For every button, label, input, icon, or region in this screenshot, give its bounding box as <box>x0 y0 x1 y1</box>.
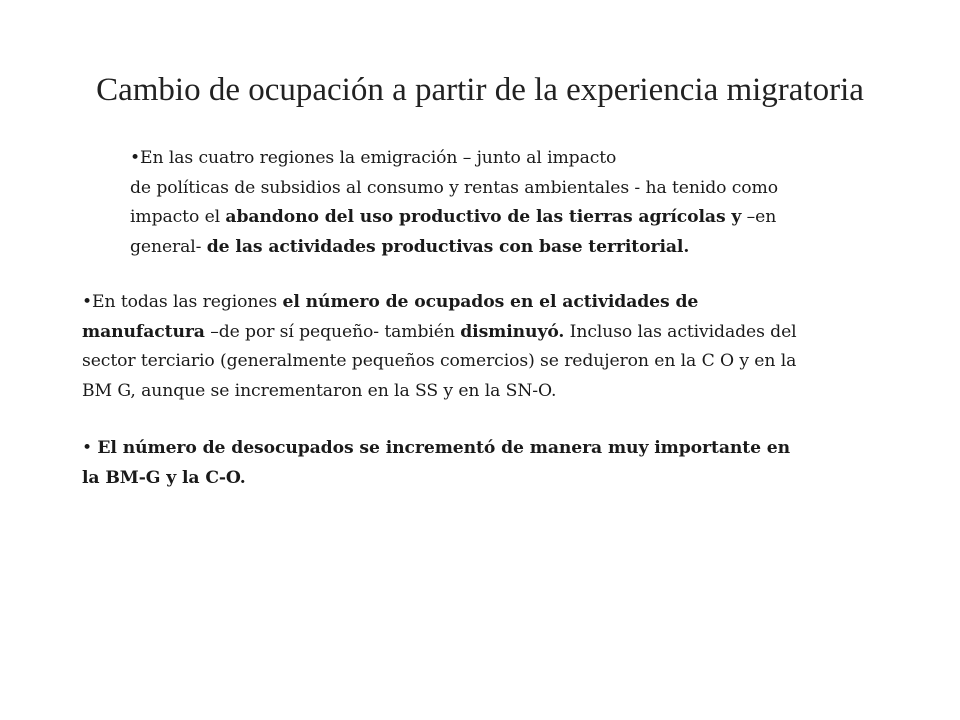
text-segment: –en <box>741 207 777 227</box>
text-line <box>82 318 852 348</box>
bold-text-segment: el número de ocupados en el actividades de <box>282 292 699 312</box>
bold-text-segment: abandono del uso productivo de las tierras agrícolas y <box>225 207 742 227</box>
text-line: sector terciario (generalmente pequeños comercios) se redujeron en la C O y en la <box>82 351 797 371</box>
bullet-paragraph-emigration <box>130 144 830 262</box>
text-segment: •En todas las regiones <box>82 292 283 312</box>
bold-text-segment: manufactura <box>82 321 205 342</box>
text-line: la BM-G y la C-O. <box>82 467 246 488</box>
text-line: BM G, aunque se incrementaron en la SS y en la SN-O. <box>82 380 557 401</box>
text-segment: Incluso las actividades del <box>564 321 797 342</box>
text-segment: impacto el <box>130 207 226 227</box>
bold-text-segment: disminuyó. <box>460 321 565 342</box>
text-line <box>130 203 830 233</box>
text-line <box>82 434 852 464</box>
bullet-paragraph-unemployment <box>82 434 852 493</box>
text-segment: general- <box>130 236 207 257</box>
text-line <box>82 288 852 318</box>
bold-text-segment: El número de desocupados se incrementó de manera muy importante en <box>97 438 791 458</box>
text-line: •En las cuatro regiones la emigración – junto al impacto <box>130 148 617 168</box>
text-segment: • <box>82 438 98 458</box>
text-line: de políticas de subsidios al consumo y rentas ambientales - ha tenido como <box>130 177 778 198</box>
slide-title: Cambio de ocupación a partir de la experiencia migratoria <box>96 72 864 108</box>
bullet-paragraph-manufacturing <box>82 288 852 406</box>
text-segment: –de por sí pequeño- también <box>204 321 461 342</box>
bold-text-segment: de las actividades productivas con base territorial. <box>206 236 690 257</box>
text-line <box>130 233 830 263</box>
